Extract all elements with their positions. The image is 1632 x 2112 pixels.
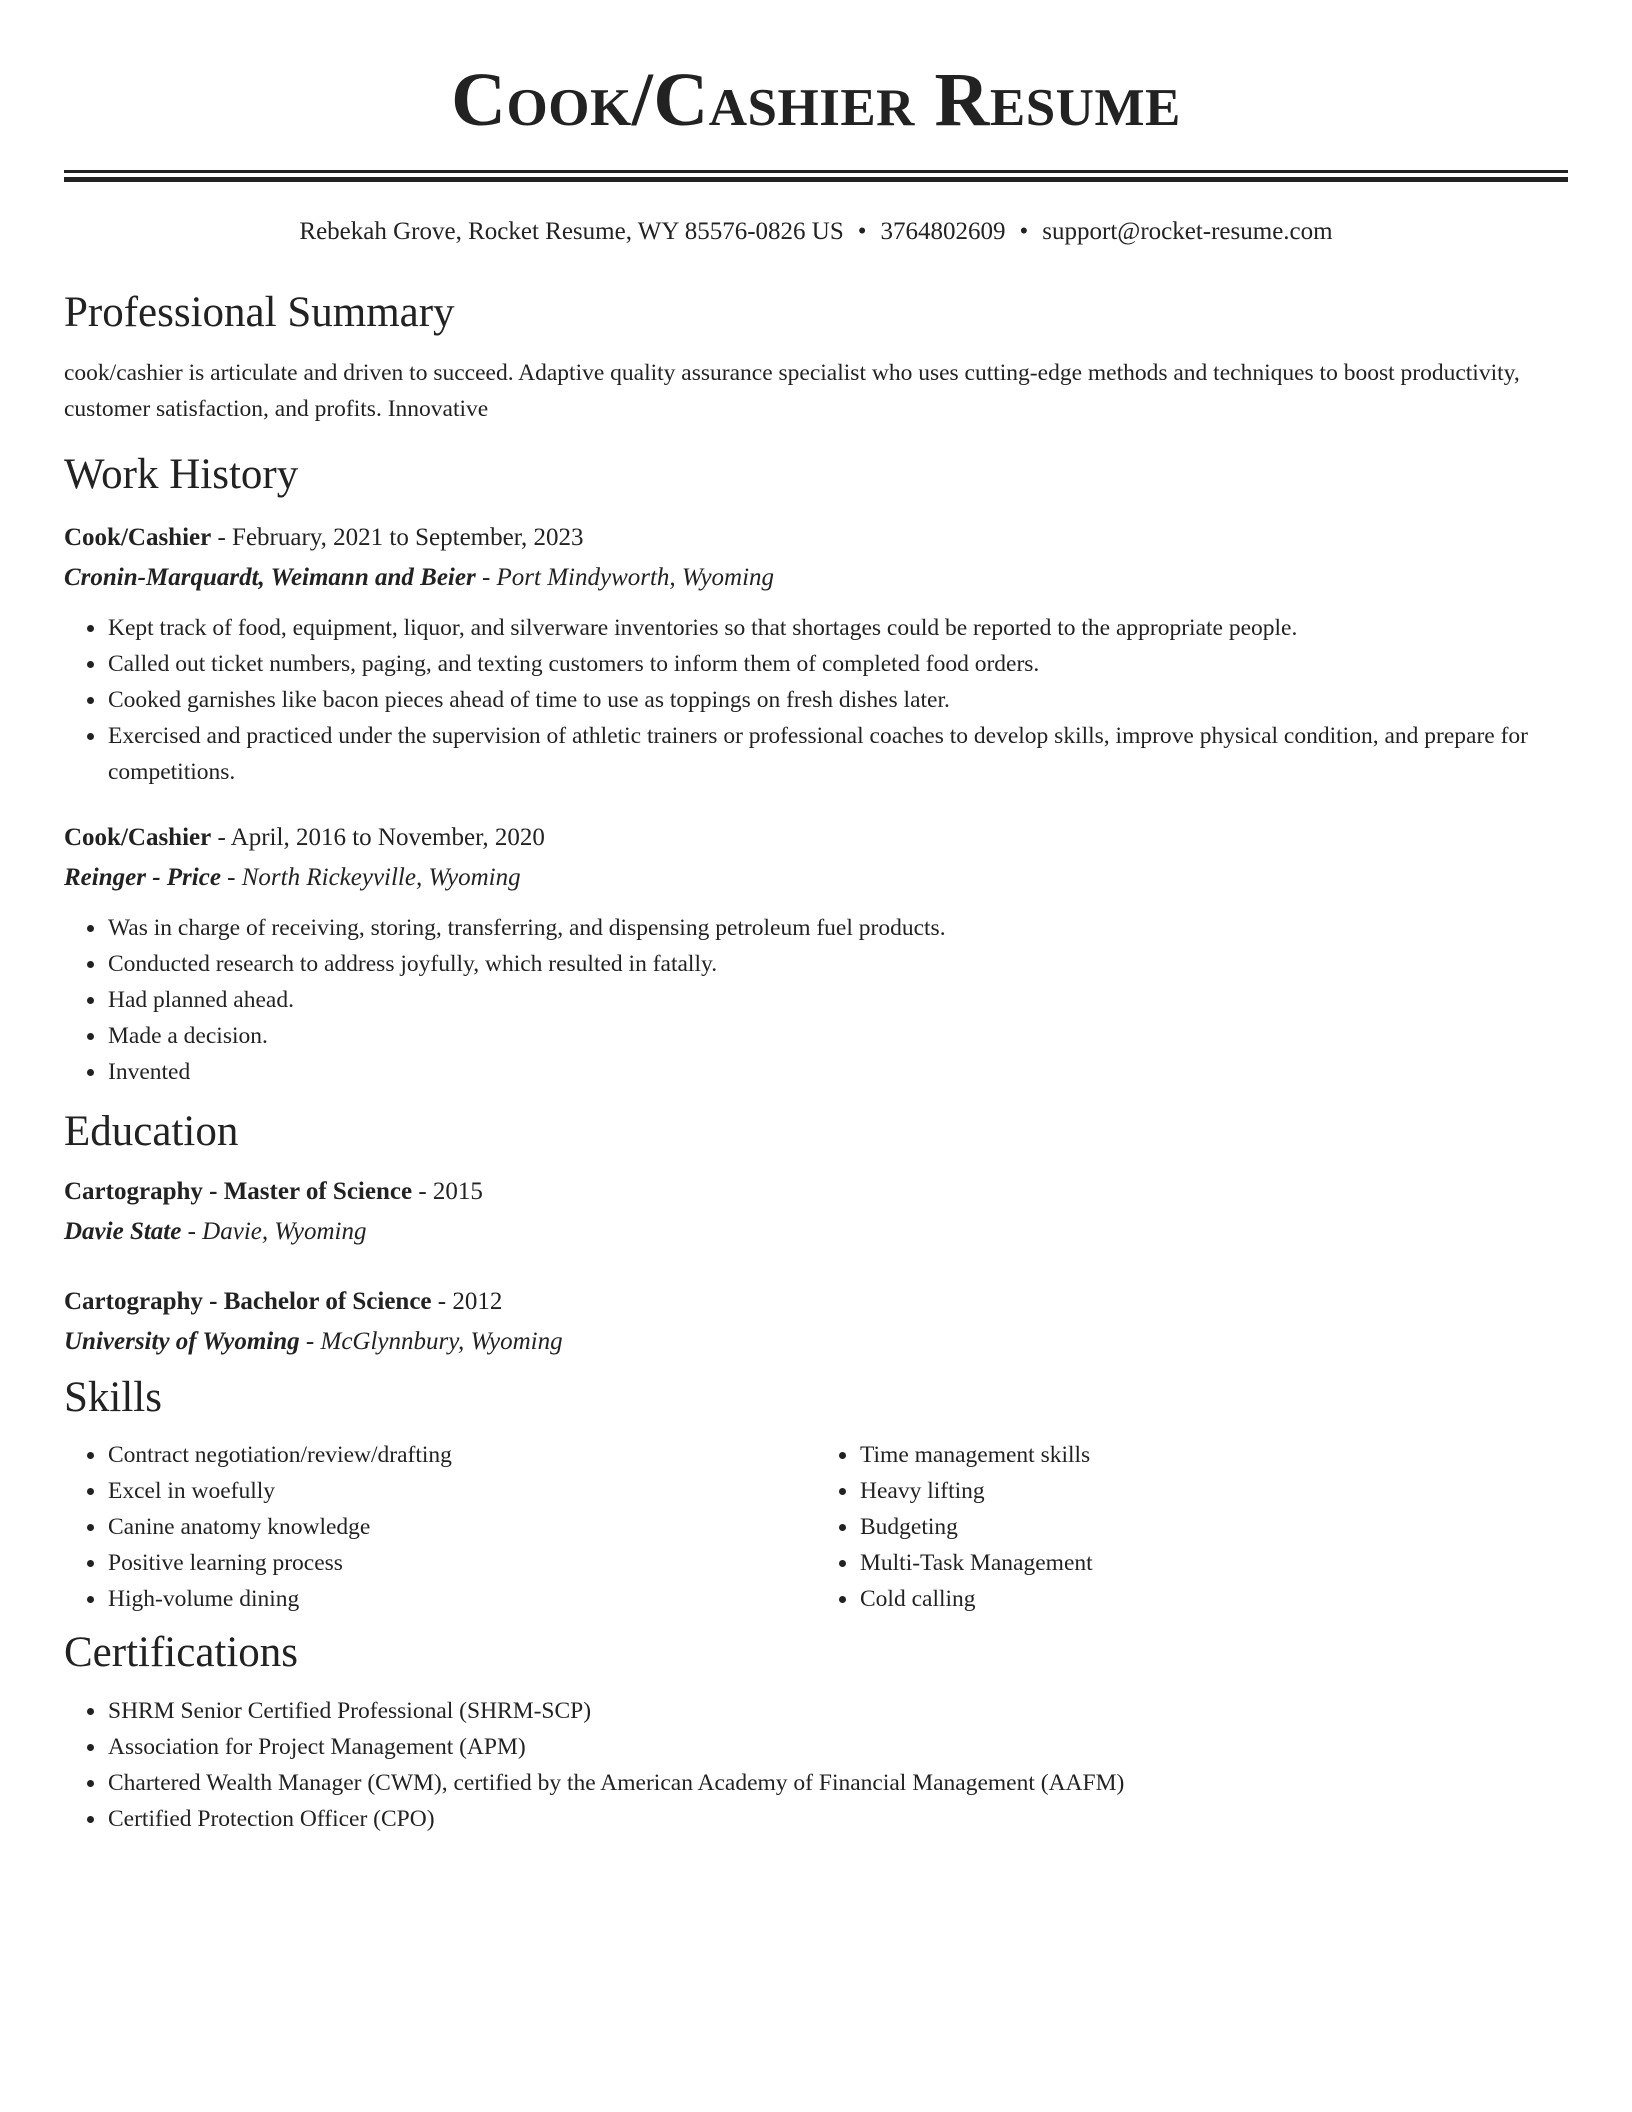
education-degree: Cartography - Master of Science <box>64 1177 413 1205</box>
job-company: Reinger - Price <box>64 864 221 892</box>
title-double-rule <box>64 170 1568 182</box>
list-item: • Canine anatomy knowledge <box>107 1509 816 1545</box>
list-item: • Was in charge of receiving, storing, transferring, and dispensing petroleum fuel products. <box>107 910 1568 946</box>
education-degree: Cartography - Bachelor of Science <box>64 1287 432 1315</box>
resume-title: Cook/Cashier Resume <box>451 58 1181 142</box>
list-item: • Contract negotiation/review/drafting <box>107 1437 816 1473</box>
education-school: Davie State <box>64 1217 182 1245</box>
education-location: - Davie, Wyoming <box>181 1217 367 1245</box>
list-item: • Called out ticket numbers, paging, and texting customers to inform them of completed food orders. <box>107 646 1568 682</box>
skills-list-right <box>816 1437 1568 1617</box>
job-employer-line <box>64 558 1568 598</box>
job-employer-line <box>64 858 1568 898</box>
list-item: • SHRM Senior Certified Professional (SHRM-SCP) <box>107 1693 1568 1729</box>
list-item: • Budgeting <box>859 1509 1568 1545</box>
list-item: • High-volume dining <box>107 1581 816 1617</box>
list-item: • Certified Protection Officer (CPO) <box>107 1801 1568 1837</box>
skills-columns <box>64 1437 1568 1617</box>
education-year: - 2012 <box>431 1287 503 1315</box>
job-entry <box>64 518 1568 790</box>
list-item: • Positive learning process <box>107 1545 816 1581</box>
education-heading: Education <box>64 1108 239 1156</box>
certifications-heading: Certifications <box>64 1629 299 1677</box>
contact-phone: 3764802609 <box>880 218 1006 245</box>
job-title: Cook/Cashier <box>64 824 212 852</box>
list-item: • Excel in woefully <box>107 1473 816 1509</box>
list-item: • Cold calling <box>859 1581 1568 1617</box>
education-school-line <box>64 1322 1568 1362</box>
job-entry <box>64 818 1568 1090</box>
skills-list-left <box>64 1437 816 1617</box>
list-item: • Kept track of food, equipment, liquor, and silverware inventories so that shortages could be reported to the appropriate people. <box>107 610 1568 646</box>
contact-separator: • <box>857 218 867 245</box>
job-dates: - February, 2021 to September, 2023 <box>211 524 584 552</box>
education-year: - 2015 <box>412 1177 483 1205</box>
certifications-list <box>64 1693 1568 1837</box>
list-item: • Chartered Wealth Manager (CWM), certified by the American Academy of Financial Management (AAFM) <box>107 1765 1568 1801</box>
job-location: - Port Mindyworth, Wyoming <box>475 564 775 592</box>
education-header <box>64 1172 1568 1212</box>
contact-separator: • <box>1019 218 1029 245</box>
list-item: • Time management skills <box>859 1437 1568 1473</box>
skills-heading: Skills <box>64 1373 162 1421</box>
list-item: • Had planned ahead. <box>107 982 1568 1018</box>
work-history-heading: Work History <box>64 450 299 498</box>
education-entry <box>64 1172 1568 1252</box>
job-title: Cook/Cashier <box>64 524 212 552</box>
contact-line <box>64 217 1568 247</box>
list-item: • Invented <box>107 1054 1568 1090</box>
summary-text: cook/cashier is articulate and driven to succeed. Adaptive quality assurance specialist who uses cutting-edge methods and techniques to boost productivity, customer satisfaction, and profits. Innovative <box>64 359 1520 422</box>
list-item: • Heavy lifting <box>859 1473 1568 1509</box>
job-dates: - April, 2016 to November, 2020 <box>211 824 545 852</box>
job-duties-list <box>64 610 1568 790</box>
education-header <box>64 1282 1568 1322</box>
job-header <box>64 518 1568 558</box>
job-company: Cronin-Marquardt, Weimann and Beier <box>64 564 476 592</box>
education-entry <box>64 1282 1568 1362</box>
job-header <box>64 818 1568 858</box>
education-location: - McGlynnbury, Wyoming <box>299 1327 563 1355</box>
list-item: • Made a decision. <box>107 1018 1568 1054</box>
summary-heading: Professional Summary <box>64 289 455 336</box>
list-item: • Conducted research to address joyfully, which resulted in fatally. <box>107 946 1568 982</box>
list-item: • Exercised and practiced under the supervision of athletic trainers or professional coaches to develop skills, improve physical condition, and prepare for competitions. <box>107 718 1568 790</box>
education-school-line <box>64 1212 1568 1252</box>
job-location: - North Rickeyville, Wyoming <box>220 864 521 892</box>
education-school: University of Wyoming <box>64 1327 300 1355</box>
contact-address: Rebekah Grove, Rocket Resume, WY 85576-0826 US <box>299 218 844 245</box>
job-duties-list <box>64 910 1568 1090</box>
list-item: • Association for Project Management (APM) <box>107 1729 1568 1765</box>
list-item: • Cooked garnishes like bacon pieces ahead of time to use as toppings on fresh dishes later. <box>107 682 1568 718</box>
contact-email: support@rocket-resume.com <box>1042 218 1333 245</box>
list-item: • Multi-Task Management <box>859 1545 1568 1581</box>
